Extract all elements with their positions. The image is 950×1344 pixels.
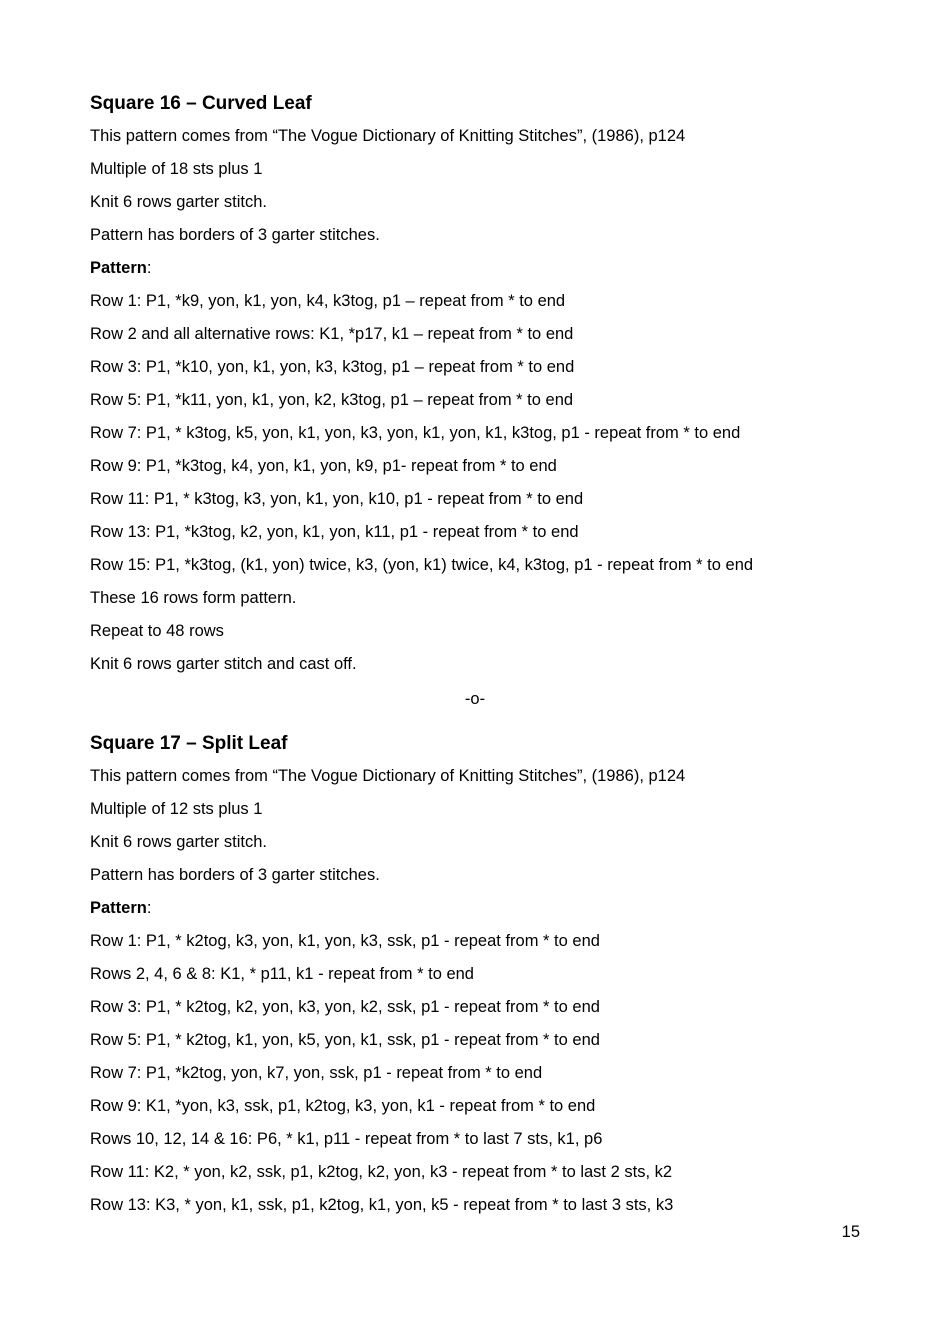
- knit-intro-line: Knit 6 rows garter stitch.: [90, 833, 267, 851]
- pattern-row: Row 13: K3, * yon, k1, ssk, p1, k2tog, k1, yon, k5 - repeat from * to last 3 sts, k3: [90, 1196, 674, 1214]
- pattern-row: Row 15: P1, *k3tog, (k1, yon) twice, k3, (yon, k1) twice, k4, k3tog, p1 - repeat from * to end: [90, 556, 754, 574]
- pattern-row: Row 3: P1, *k10, yon, k1, yon, k3, k3tog, p1 – repeat from * to end: [90, 358, 575, 376]
- source-line: This pattern comes from “The Vogue Dictionary of Knitting Stitches”, (1986), p124: [90, 767, 686, 785]
- pattern-row: Row 7: P1, * k3tog, k5, yon, k1, yon, k3, yon, k1, yon, k1, k3tog, p1 - repeat from * to end: [90, 424, 741, 442]
- pattern-row: Row 1: P1, *k9, yon, k1, yon, k4, k3tog, p1 – repeat from * to end: [90, 292, 566, 310]
- multiple-line: Multiple of 12 sts plus 1: [90, 800, 263, 818]
- pattern-label-colon: :: [146, 899, 152, 917]
- knit-intro-line: Knit 6 rows garter stitch.: [90, 193, 267, 211]
- page-number: 15: [841, 1223, 860, 1241]
- section-square-16: [90, 88, 870, 681]
- form-line: These 16 rows form pattern.: [90, 589, 297, 607]
- section-separator: -o-: [464, 690, 486, 708]
- pattern-row: Row 9: P1, *k3tog, k4, yon, k1, yon, k9, p1- repeat from * to end: [90, 457, 557, 475]
- pattern-label-colon: :: [146, 259, 152, 277]
- pattern-row: Rows 10, 12, 14 & 16: P6, * k1, p11 - repeat from * to last 7 sts, k1, p6: [90, 1130, 603, 1148]
- pattern-row: Row 3: P1, * k2tog, k2, yon, k3, yon, k2, ssk, p1 - repeat from * to end: [90, 998, 600, 1016]
- source-line: This pattern comes from “The Vogue Dictionary of Knitting Stitches”, (1986), p124: [90, 127, 686, 145]
- pattern-label-text: Pattern: [90, 259, 147, 277]
- section-square-17: [90, 728, 870, 1222]
- repeat-line: Repeat to 48 rows: [90, 622, 224, 640]
- finish-line: Knit 6 rows garter stitch and cast off.: [90, 655, 357, 673]
- section-heading: Square 17 – Split Leaf: [90, 733, 288, 754]
- pattern-row: Row 11: P1, * k3tog, k3, yon, k1, yon, k10, p1 - repeat from * to end: [90, 490, 584, 508]
- pattern-row: Row 2 and all alternative rows: K1, *p17, k1 – repeat from * to end: [90, 325, 574, 343]
- pattern-row: Row 7: P1, *k2tog, yon, k7, yon, ssk, p1 - repeat from * to end: [90, 1064, 543, 1082]
- pattern-label-text: Pattern: [90, 899, 147, 917]
- borders-line: Pattern has borders of 3 garter stitches.: [90, 866, 380, 884]
- borders-line: Pattern has borders of 3 garter stitches.: [90, 226, 380, 244]
- pattern-label: [90, 252, 870, 285]
- pattern-row: Row 13: P1, *k3tog, k2, yon, k1, yon, k11, p1 - repeat from * to end: [90, 523, 579, 541]
- section-heading: Square 16 – Curved Leaf: [90, 93, 312, 114]
- pattern-row: Row 5: P1, *k11, yon, k1, yon, k2, k3tog, p1 – repeat from * to end: [90, 391, 574, 409]
- multiple-line: Multiple of 18 sts plus 1: [90, 160, 263, 178]
- pattern-label: [90, 892, 870, 925]
- pattern-row: Row 1: P1, * k2tog, k3, yon, k1, yon, k3, ssk, p1 - repeat from * to end: [90, 932, 600, 950]
- pattern-row: Row 11: K2, * yon, k2, ssk, p1, k2tog, k2, yon, k3 - repeat from * to last 2 sts, k2: [90, 1163, 673, 1181]
- pattern-row: Row 5: P1, * k2tog, k1, yon, k5, yon, k1, ssk, p1 - repeat from * to end: [90, 1031, 600, 1049]
- pattern-row: Rows 2, 4, 6 & 8: K1, * p11, k1 - repeat from * to end: [90, 965, 474, 983]
- pattern-row: Row 9: K1, *yon, k3, ssk, p1, k2tog, k3, yon, k1 - repeat from * to end: [90, 1097, 596, 1115]
